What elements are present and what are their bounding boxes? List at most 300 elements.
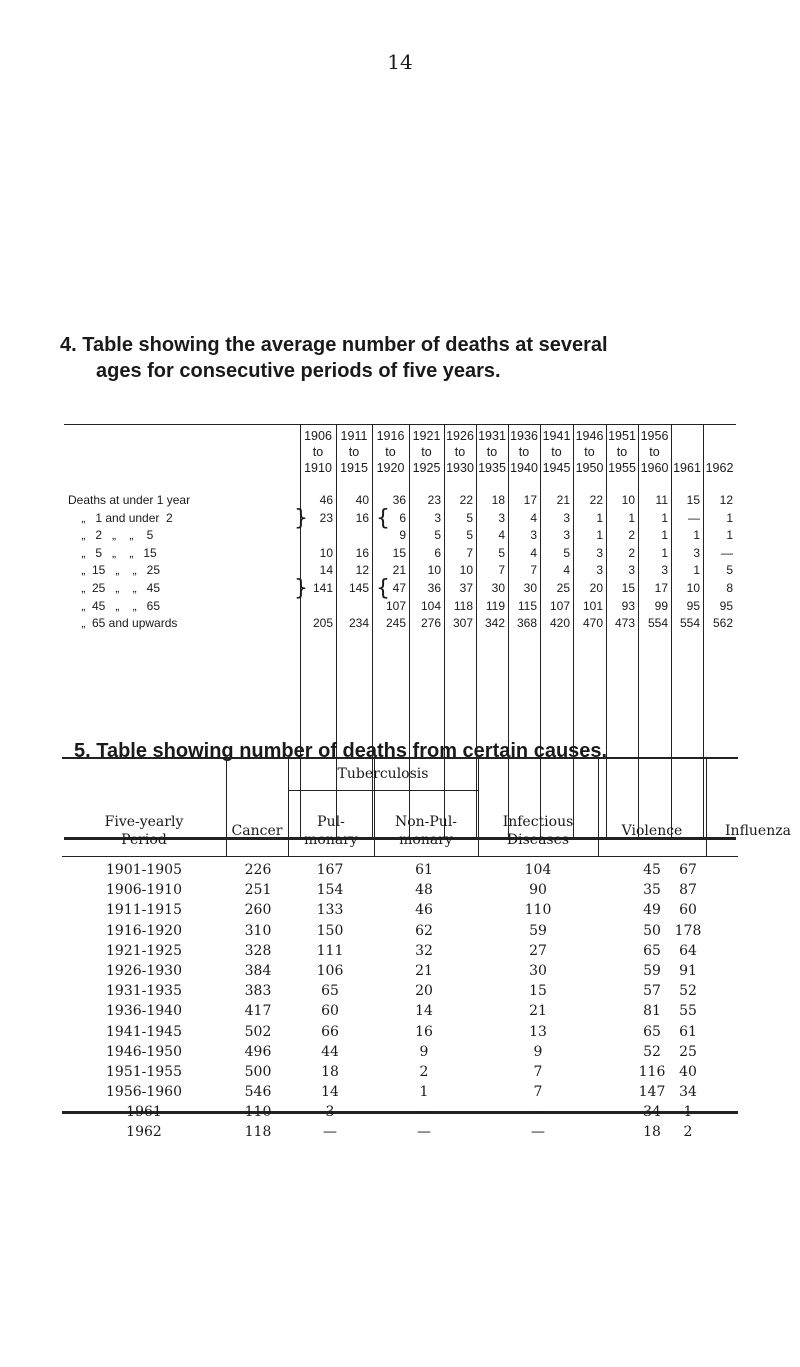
data-cell: 12	[355, 563, 369, 578]
pulmonary-header-line1: Pul-	[317, 814, 345, 830]
period-header-to: to	[385, 445, 396, 459]
non-pulmonary-cell: 48	[415, 882, 433, 899]
pulmonary-cell: 66	[321, 1023, 339, 1040]
data-cell: 1	[726, 528, 733, 543]
non-pulmonary-header-line1: Non-Pul-	[394, 814, 458, 830]
table5-column-rule	[226, 757, 227, 857]
data-cell: 2	[628, 528, 635, 543]
infectious-header-line2: Diseases	[506, 832, 570, 848]
period-header-from: 1906	[304, 429, 332, 443]
period-header-to	[703, 444, 736, 460]
influenza-cell: 67	[679, 862, 697, 878]
cancer-cell: 417	[244, 1003, 272, 1020]
tuberculosis-rule	[288, 790, 478, 791]
data-cell: 10	[686, 580, 700, 595]
data-cell: 21	[392, 563, 406, 578]
cancer-cell: 110	[244, 1104, 272, 1121]
data-cell	[335, 527, 369, 545]
pulmonary-cell: 133	[316, 902, 344, 919]
period-header-line2: Period	[121, 832, 167, 848]
period-header-end: 1960	[640, 461, 669, 475]
period-header	[638, 428, 671, 476]
period-header	[606, 428, 638, 476]
data-cell: 104	[420, 598, 441, 613]
data-cell: 1	[661, 510, 668, 525]
influenza-cell: 61	[679, 1023, 697, 1040]
influenza-cell: 64	[679, 942, 697, 959]
pulmonary-cell: 44	[321, 1043, 339, 1060]
data-cell	[335, 598, 369, 616]
period-cell: 1926-1930	[106, 962, 182, 979]
data-cell: 17	[654, 580, 668, 595]
table4-title	[60, 332, 760, 384]
data-cell: 5	[466, 528, 473, 543]
data-cell: 1	[661, 528, 668, 543]
non-pulmonary-cell: 21	[415, 962, 433, 979]
period-header-from: 1916	[376, 429, 405, 443]
pulmonary-cell: 154	[316, 882, 344, 899]
infectious-cell: 90	[529, 882, 547, 899]
period-header-from: 1941	[542, 429, 571, 443]
period-header	[372, 428, 409, 476]
data-cell: 4	[530, 545, 537, 560]
violence-cell: 147	[638, 1084, 666, 1101]
table4-title-line2: ages for consecutive periods of five years.	[96, 360, 501, 382]
period-cell: 1906-1910	[106, 882, 182, 899]
influenza-cell: 87	[679, 882, 697, 899]
age-data-column	[439, 492, 473, 633]
age-data-column	[536, 492, 570, 633]
pulmonary-cell: —	[323, 1124, 337, 1141]
influenza-cell: 60	[679, 902, 697, 919]
violence-cell: 81	[643, 1003, 661, 1020]
infectious-cell: 59	[529, 922, 547, 939]
period-header-end: 1920	[376, 461, 405, 475]
period-header-to: to	[454, 445, 466, 459]
age-group-labels	[68, 492, 300, 633]
age-data-column	[699, 492, 733, 633]
data-cell: 5	[563, 545, 570, 560]
data-cell: 342	[484, 616, 505, 631]
data-cell: 470	[582, 616, 603, 631]
infectious-cell: 13	[529, 1023, 547, 1040]
period-header-to: to	[616, 445, 628, 459]
period-header-from: 1911	[340, 429, 368, 443]
period-header	[409, 428, 444, 476]
age-group-label: Deaths at under 1 year	[68, 493, 191, 507]
period-header-to: to	[551, 445, 562, 459]
cancer-cell: 502	[244, 1023, 272, 1040]
age-group-label: „ 65 and upwards	[68, 616, 178, 631]
period-header-to: to	[421, 445, 432, 459]
period-header-from: 1951	[608, 429, 636, 443]
page-number: 14	[387, 50, 413, 74]
data-cell: 234	[348, 616, 369, 631]
period-header-from: 1926	[446, 429, 474, 443]
data-cell: 22	[459, 493, 473, 507]
influenza-cell: 1	[683, 1104, 693, 1121]
data-cell: 4	[530, 510, 537, 525]
table4-top-rule	[64, 424, 736, 425]
cancer-cell: 384	[244, 962, 272, 979]
non-pulmonary-cell: 32	[415, 942, 433, 959]
non-pulmonary-header-line2: monary	[399, 832, 453, 848]
data-cell: 46	[319, 493, 333, 507]
data-cell: 93	[621, 598, 635, 613]
infectious-cell: —	[531, 1104, 545, 1121]
influenza-cell: 2	[683, 1124, 693, 1141]
data-cell: 17	[523, 493, 537, 507]
data-cell: 47	[392, 580, 406, 595]
pulmonary-cell: 150	[316, 922, 344, 939]
cancer-cell: 118	[244, 1124, 272, 1141]
violence-cell: 52	[643, 1043, 661, 1060]
non-pulmonary-cell: 16	[415, 1023, 433, 1040]
pulmonary-cell: 167	[316, 862, 344, 878]
non-pulmonary-cell: 9	[419, 1043, 429, 1060]
period-header-end: 1962	[705, 461, 734, 475]
period-header	[300, 428, 336, 476]
period-cell: 1946-1950	[106, 1043, 182, 1060]
age-group-label: „ 45 „ „ 65	[68, 598, 161, 613]
data-cell: 3	[498, 510, 505, 525]
cancer-cell: 328	[244, 942, 272, 959]
data-cell: 30	[523, 580, 537, 595]
pulmonary-cell: 18	[321, 1063, 339, 1080]
period-header-end: 1915	[340, 461, 368, 475]
data-cell: 30	[491, 580, 505, 595]
data-cell: 16	[355, 510, 369, 525]
violence-cell: 49	[643, 902, 661, 919]
data-cell: 420	[549, 616, 570, 631]
age-data-column	[634, 492, 668, 633]
period-header-to: to	[348, 445, 360, 459]
infectious-cell: 30	[529, 962, 547, 979]
violence-cell: 34	[643, 1104, 661, 1121]
table5-header-rule	[62, 856, 738, 857]
data-cell: 145	[348, 580, 369, 595]
data-cell: 5	[466, 510, 473, 525]
data-cell: 1	[661, 545, 668, 560]
period-header-from	[671, 428, 703, 444]
infectious-cell: 15	[529, 983, 547, 1000]
data-cell: 10	[459, 563, 473, 578]
table4-title-line1: 4. Table showing the average number of deaths at several	[60, 334, 608, 356]
infectious-cell: 21	[529, 1003, 547, 1020]
cancer-cell: 383	[244, 983, 272, 1000]
non-pulmonary-cell: —	[417, 1124, 431, 1141]
data-cell: 36	[392, 493, 406, 507]
age-group-label: „ 5 „ „ 15	[68, 545, 157, 560]
period-header-from: 1921	[412, 429, 441, 443]
data-cell: 1	[693, 563, 700, 578]
cancer-cell: 500	[244, 1063, 272, 1080]
data-cell: 8	[726, 580, 733, 595]
influenza-cell: 40	[679, 1063, 697, 1080]
table5-title: 5. Table showing number of deaths from certain causes.	[74, 740, 608, 762]
period-cell: 1956-1960	[106, 1084, 182, 1101]
data-cell: 1	[628, 510, 635, 525]
data-cell: 12	[719, 493, 733, 507]
non-pulmonary-cell: —	[417, 1104, 431, 1121]
data-cell: 9	[399, 528, 406, 543]
infectious-cell: 104	[524, 862, 552, 878]
violence-cell: 57	[643, 983, 661, 1000]
data-cell: 554	[679, 616, 700, 631]
influenza-cell: 178	[674, 922, 702, 939]
pulmonary-cell: 60	[321, 1003, 339, 1020]
brace-glyph: }	[294, 505, 308, 531]
deaths-by-cause-table	[62, 757, 791, 1141]
period-cell: 1931-1935	[106, 983, 182, 1000]
violence-cell: 65	[643, 942, 661, 959]
period-header-end: 1940	[510, 461, 538, 475]
brace-glyph: }	[294, 576, 308, 601]
tuberculosis-header: Tuberculosis	[337, 766, 429, 782]
data-cell: 115	[517, 598, 537, 613]
period-header-to: to	[518, 445, 530, 459]
pulmonary-header-line2: monary	[304, 832, 358, 848]
pulmonary-cell: 106	[316, 962, 344, 979]
infectious-header-line1: Infectious	[502, 814, 574, 830]
data-cell: 307	[452, 616, 473, 631]
non-pulmonary-cell: 62	[415, 922, 433, 939]
data-cell: 40	[355, 493, 369, 507]
non-pulmonary-cell: 61	[415, 862, 433, 878]
influenza-cell: 34	[679, 1084, 697, 1101]
period-header	[703, 428, 736, 476]
non-pulmonary-cell: 46	[415, 902, 433, 919]
pulmonary-cell: 111	[316, 942, 344, 959]
period-header-end: 1961	[673, 461, 701, 475]
period-header	[573, 428, 606, 476]
period-header-from: 1931	[478, 429, 506, 443]
age-data-column	[407, 492, 441, 633]
data-cell: 245	[385, 616, 406, 631]
cancer-cell: 251	[244, 882, 272, 899]
period-cell: 1951-1955	[106, 1063, 182, 1080]
infectious-cell: 27	[529, 942, 547, 959]
data-cell: 368	[516, 616, 537, 631]
period-header	[540, 428, 573, 476]
violence-cell: 59	[643, 962, 661, 979]
period-header	[336, 428, 372, 476]
cancer-cell: 310	[244, 922, 272, 939]
period-header-end: 1925	[412, 461, 441, 475]
data-cell: 3	[530, 528, 537, 543]
data-cell: 37	[459, 580, 473, 595]
data-cell: 16	[355, 545, 369, 560]
period-header-from: 1936	[510, 429, 538, 443]
data-cell: 5	[498, 545, 505, 560]
infectious-cell: 7	[533, 1063, 543, 1080]
data-cell: 276	[420, 616, 441, 631]
age-data-column	[503, 492, 537, 633]
data-cell: 4	[498, 528, 505, 543]
violence-header: Violence	[621, 823, 683, 839]
table5-column-rule	[706, 757, 707, 857]
infectious-cell: 110	[524, 902, 552, 919]
period-header-from	[703, 428, 736, 444]
period-header-end: 1955	[608, 461, 636, 475]
period-cell: 1911-1915	[106, 902, 182, 919]
data-cell: 3	[596, 563, 603, 578]
period-header	[671, 428, 703, 476]
period-header-from: 1956	[640, 429, 669, 443]
period-cell: 1936-1940	[106, 1003, 182, 1020]
period-header-end: 1935	[478, 461, 506, 475]
data-cell: —	[688, 510, 700, 525]
period-cell: 1962	[126, 1124, 162, 1141]
influenza-cell: 25	[679, 1043, 697, 1060]
data-cell: 3	[693, 545, 700, 560]
period-cell-column	[89, 860, 199, 1143]
data-cell: 20	[589, 580, 603, 595]
period-header-end: 1950	[575, 461, 604, 475]
infectious-cell: 7	[533, 1084, 543, 1101]
data-cell: 1	[596, 510, 603, 525]
data-cell: 25	[556, 580, 570, 595]
data-cell: 23	[319, 510, 333, 525]
period-header-from: 1946	[575, 429, 604, 443]
period-cell: 1901-1905	[106, 862, 182, 878]
data-cell: 1	[596, 528, 603, 543]
age-data-column	[601, 492, 635, 633]
data-cell: 7	[498, 563, 505, 578]
data-cell: 562	[712, 616, 733, 631]
period-cell: 1961	[126, 1104, 162, 1121]
infectious-cell-column	[483, 860, 593, 1143]
infectious-cell: 9	[533, 1043, 543, 1060]
violence-cell: 50	[643, 922, 661, 939]
data-cell: 3	[596, 545, 603, 560]
table5-column-rule	[598, 757, 599, 857]
cancer-cell: 496	[244, 1043, 272, 1060]
period-header	[508, 428, 540, 476]
data-cell: 1	[693, 528, 700, 543]
violence-cell: 116	[638, 1063, 666, 1080]
period-header-to: to	[649, 445, 660, 459]
age-group-label: „ 25 „ „ 45	[68, 580, 161, 595]
data-cell: 6	[434, 545, 441, 560]
data-cell: 7	[466, 545, 473, 560]
data-cell: 95	[719, 598, 733, 613]
period-header-to: to	[312, 445, 324, 459]
data-cell: 2	[628, 545, 635, 560]
data-cell: —	[721, 545, 733, 560]
data-cell: 14	[319, 563, 333, 578]
age-group-label: „ 2 „ „ 5	[68, 528, 154, 543]
data-cell: 15	[686, 493, 700, 507]
data-cell: 554	[647, 616, 668, 631]
data-cell: 3	[434, 510, 441, 525]
data-cell: 18	[491, 493, 505, 507]
pulmonary-cell: 65	[321, 983, 339, 1000]
period-header-to: to	[584, 445, 595, 459]
data-cell: 473	[614, 616, 635, 631]
violence-cell: 45	[643, 862, 661, 878]
age-data-column	[666, 492, 700, 633]
data-cell: 4	[563, 563, 570, 578]
data-cell: 107	[549, 598, 570, 613]
cancer-cell: 226	[244, 862, 272, 878]
influenza-cell: 52	[679, 983, 697, 1000]
brace-glyph: {	[376, 505, 390, 531]
data-cell: 6	[399, 510, 406, 525]
infectious-cell: —	[531, 1124, 545, 1141]
data-cell: 95	[686, 598, 700, 613]
non-pulmonary-cell: 1	[419, 1084, 429, 1101]
cancer-cell: 546	[244, 1084, 272, 1101]
period-cell: 1921-1925	[106, 942, 182, 959]
data-cell: 3	[563, 528, 570, 543]
period-header-end: 1910	[304, 461, 332, 475]
period-header-to: to	[486, 445, 498, 459]
cancer-header: Cancer	[231, 823, 283, 839]
data-cell: 3	[661, 563, 668, 578]
pulmonary-cell: 14	[321, 1084, 339, 1101]
age-group-label: „ 15 „ „ 25	[68, 563, 161, 578]
data-cell: 119	[485, 598, 505, 613]
data-cell: 23	[427, 493, 441, 507]
data-cell: 7	[530, 563, 537, 578]
period-header-end: 1930	[446, 461, 474, 475]
period-header-line1: Five-yearly	[104, 814, 184, 830]
influenza-header: Influenza	[725, 823, 791, 839]
data-cell: 3	[628, 563, 635, 578]
data-cell: 15	[392, 545, 406, 560]
non-pulmonary-cell-column	[369, 860, 479, 1143]
influenza-cell: 91	[679, 962, 697, 979]
period-cell: 1916-1920	[106, 922, 182, 939]
data-cell: 36	[427, 580, 441, 595]
data-cell: 10	[621, 493, 635, 507]
influenza-cell-column	[638, 860, 738, 1143]
data-cell: 5	[434, 528, 441, 543]
data-cell: 107	[385, 598, 406, 613]
data-cell: 15	[621, 580, 635, 595]
data-cell: 101	[582, 598, 603, 613]
data-cell: 205	[312, 616, 333, 631]
data-cell: 10	[427, 563, 441, 578]
data-cell: 141	[312, 580, 333, 595]
violence-cell: 65	[643, 1023, 661, 1040]
data-cell: 5	[726, 563, 733, 578]
period-header-to	[671, 444, 703, 460]
period-header	[476, 428, 508, 476]
period-cell: 1941-1945	[106, 1023, 182, 1040]
age-data-column	[569, 492, 603, 633]
data-cell: 10	[319, 545, 333, 560]
data-cell: 11	[655, 493, 668, 507]
period-header	[444, 428, 476, 476]
age-data-column	[335, 492, 369, 633]
influenza-cell: 55	[679, 1003, 697, 1020]
age-group-label: „ 1 and under 2	[68, 510, 173, 525]
non-pulmonary-cell: 20	[415, 983, 433, 1000]
non-pulmonary-cell: 2	[419, 1063, 429, 1080]
period-header-end: 1945	[542, 461, 571, 475]
data-cell: 21	[556, 493, 570, 507]
data-cell: 118	[453, 598, 473, 613]
cancer-cell: 260	[244, 902, 272, 919]
violence-cell: 18	[643, 1124, 661, 1141]
non-pulmonary-cell: 14	[415, 1003, 433, 1020]
pulmonary-cell: 3	[325, 1104, 335, 1121]
age-data-column	[471, 492, 505, 633]
data-cell: 3	[563, 510, 570, 525]
data-cell: 1	[726, 510, 733, 525]
